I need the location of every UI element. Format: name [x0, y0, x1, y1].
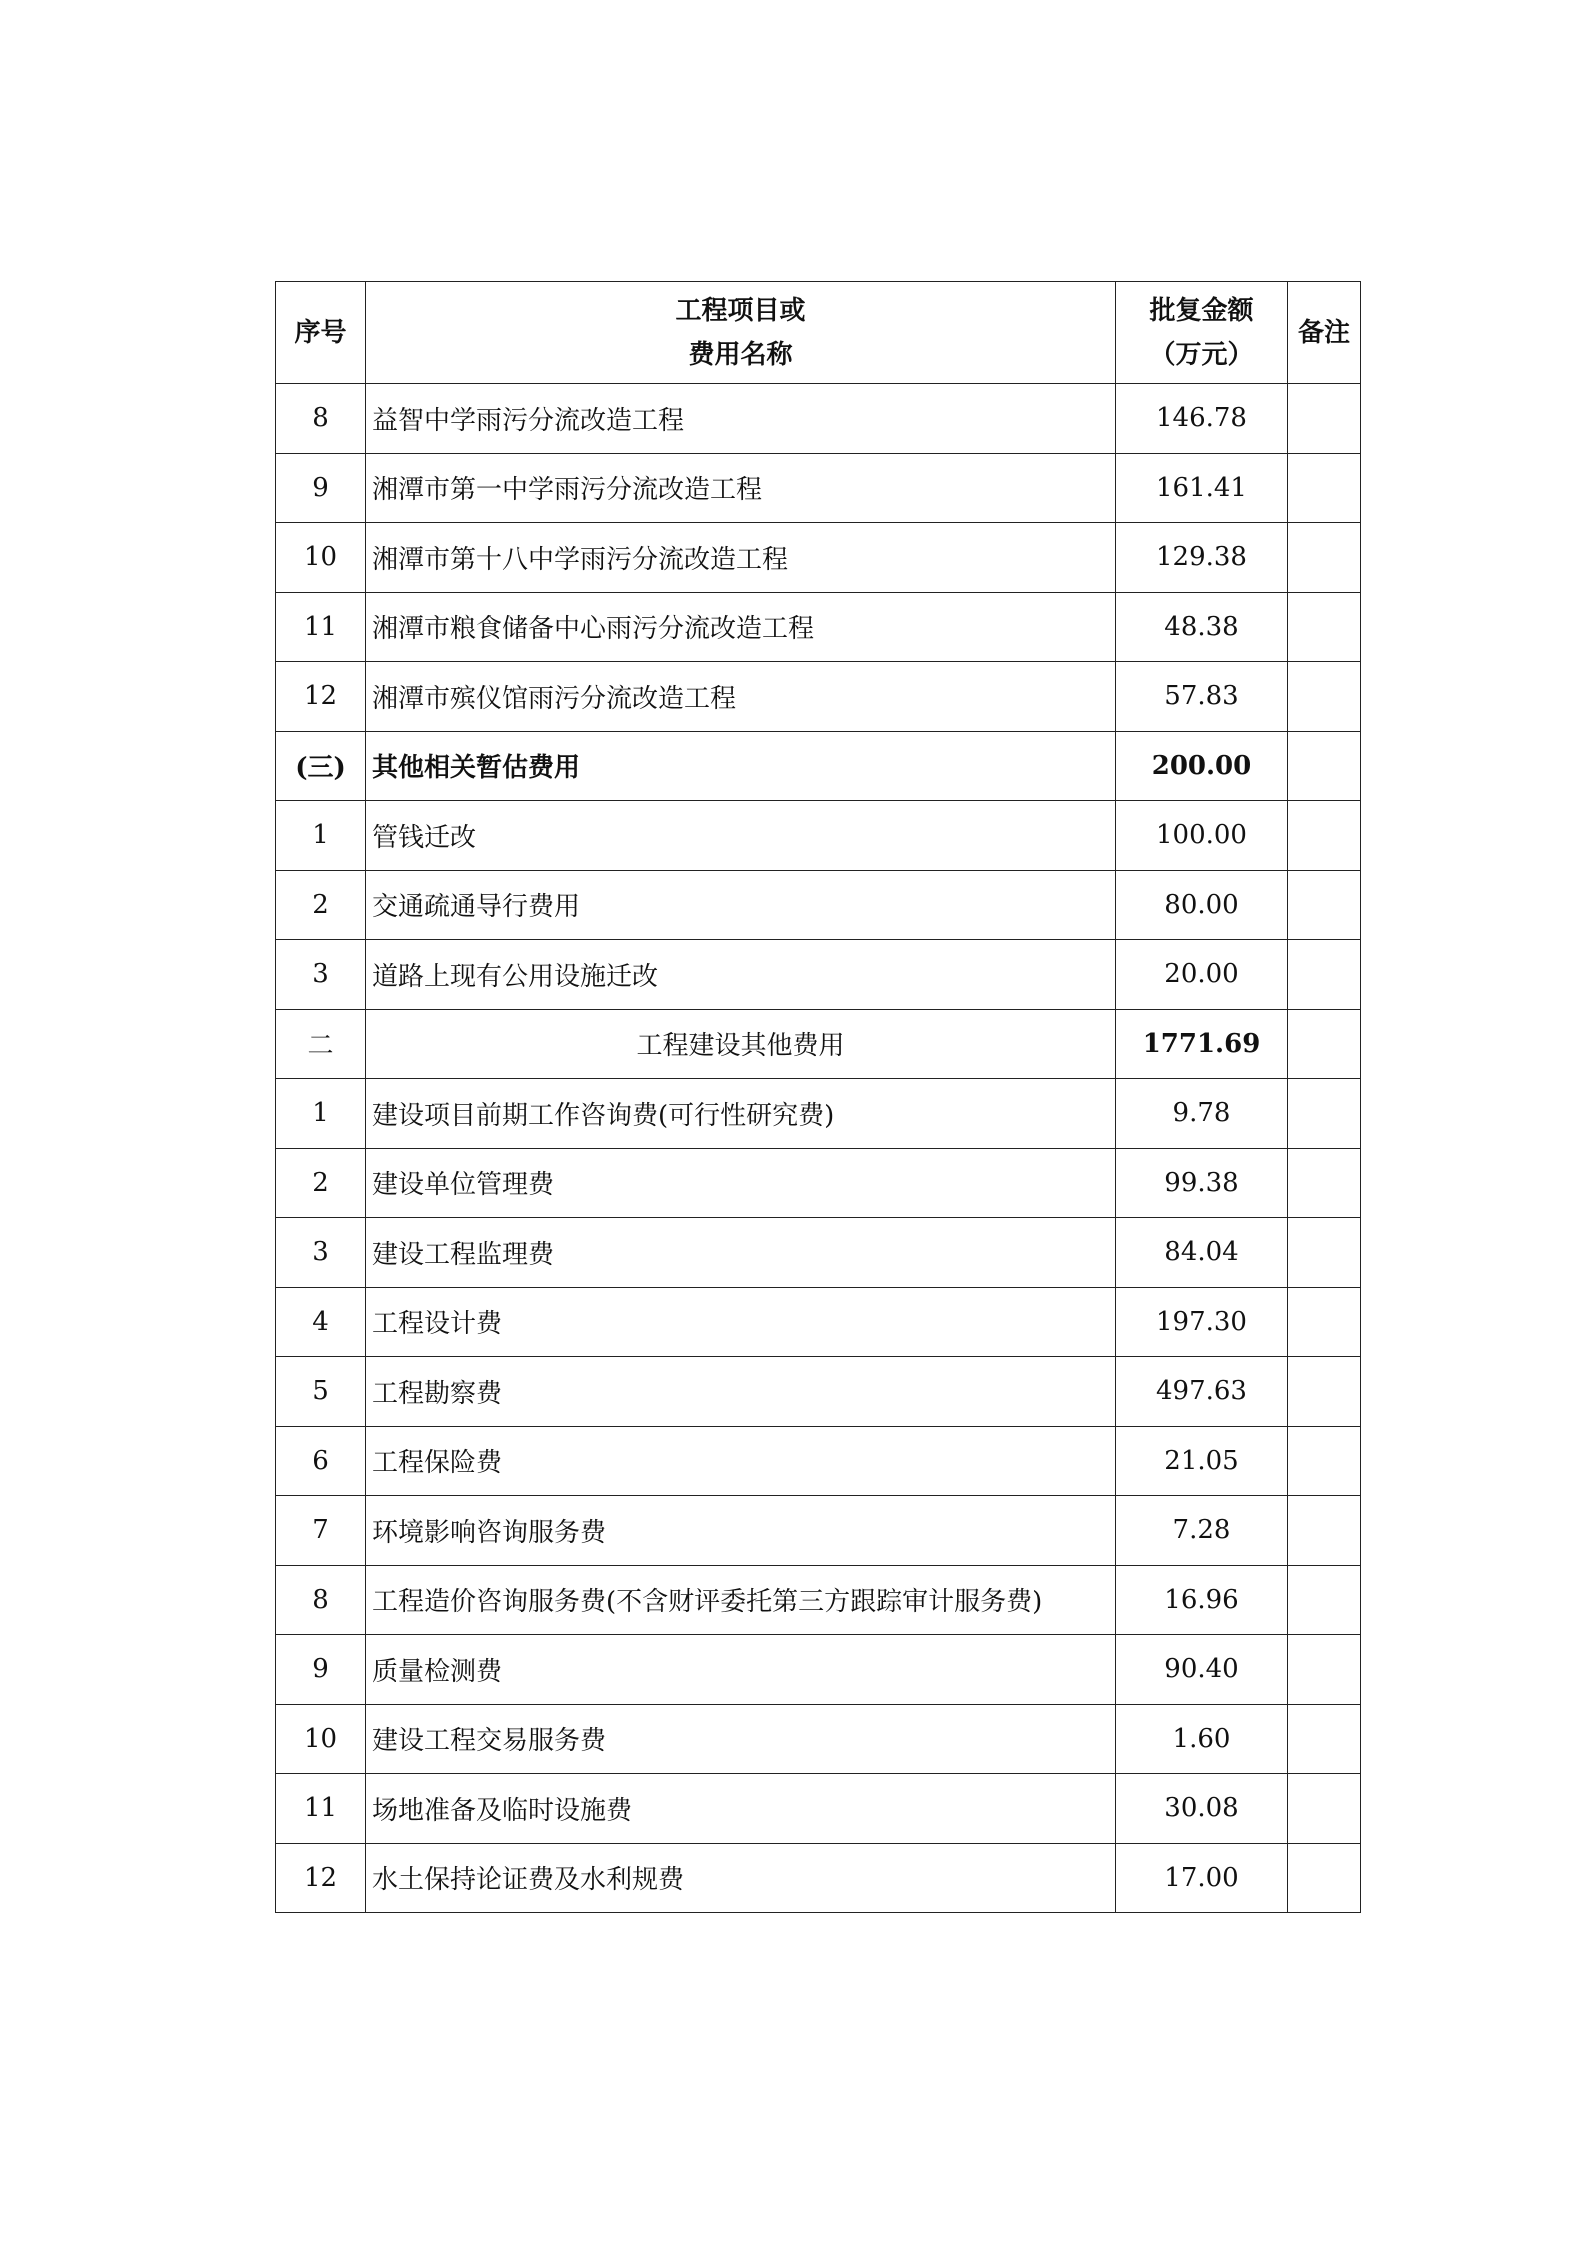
- row-amount: 84.04: [1116, 1218, 1288, 1288]
- table-row: [276, 1565, 1361, 1635]
- row-amount: 1.60: [1116, 1704, 1288, 1774]
- row-note: [1288, 1843, 1361, 1913]
- row-index: 2: [276, 1148, 366, 1218]
- row-index: 2: [276, 870, 366, 940]
- row-amount: 9.78: [1116, 1079, 1288, 1149]
- row-index: 8: [276, 384, 366, 454]
- row-name: 益智中学雨污分流改造工程: [366, 384, 1116, 454]
- table-row: [276, 1357, 1361, 1427]
- row-index: 3: [276, 1218, 366, 1288]
- row-name: 湘潭市粮食储备中心雨污分流改造工程: [366, 592, 1116, 662]
- table-row: [276, 1287, 1361, 1357]
- row-name: 质量检测费: [366, 1635, 1116, 1705]
- row-amount: 20.00: [1116, 940, 1288, 1010]
- table-row: [276, 1426, 1361, 1496]
- table-row: [276, 1704, 1361, 1774]
- table-row: [276, 384, 1361, 454]
- row-note: [1288, 1704, 1361, 1774]
- subtotal-row: [276, 731, 1361, 801]
- row-name: 建设工程监理费: [366, 1218, 1116, 1288]
- row-index: 9: [276, 453, 366, 523]
- row-note: [1288, 731, 1361, 801]
- row-index: 5: [276, 1357, 366, 1427]
- header-index: 序号: [276, 282, 366, 384]
- row-amount: 497.63: [1116, 1357, 1288, 1427]
- row-name: 工程设计费: [366, 1287, 1116, 1357]
- row-name: 管钱迁改: [366, 801, 1116, 871]
- row-amount: 100.00: [1116, 801, 1288, 871]
- row-name: 湘潭市第一中学雨污分流改造工程: [366, 453, 1116, 523]
- row-index: 1: [276, 801, 366, 871]
- table-row: [276, 1774, 1361, 1844]
- table-row: [276, 801, 1361, 871]
- row-name: 交通疏通导行费用: [366, 870, 1116, 940]
- table-row: [276, 1218, 1361, 1288]
- row-note: [1288, 662, 1361, 732]
- row-index: 9: [276, 1635, 366, 1705]
- row-note: [1288, 453, 1361, 523]
- row-note: [1288, 1148, 1361, 1218]
- row-note: [1288, 1287, 1361, 1357]
- row-index: 12: [276, 1843, 366, 1913]
- row-amount: 7.28: [1116, 1496, 1288, 1566]
- row-note: [1288, 1079, 1361, 1149]
- row-name: 建设项目前期工作咨询费(可行性研究费): [366, 1079, 1116, 1149]
- header-name-line1: 工程项目或: [675, 295, 806, 326]
- row-index: 10: [276, 1704, 366, 1774]
- header-amount: [1116, 282, 1288, 384]
- row-amount: 80.00: [1116, 870, 1288, 940]
- row-note: [1288, 1357, 1361, 1427]
- row-amount: 17.00: [1116, 1843, 1288, 1913]
- table-row: [276, 1635, 1361, 1705]
- row-note: [1288, 1565, 1361, 1635]
- row-note: [1288, 1496, 1361, 1566]
- table-row: [276, 1148, 1361, 1218]
- row-index: 11: [276, 1774, 366, 1844]
- table-row: [276, 592, 1361, 662]
- table-header-row: [276, 282, 1361, 384]
- row-name: 工程造价咨询服务费(不含财评委托第三方跟踪审计服务费): [366, 1565, 1116, 1635]
- row-amount: 90.40: [1116, 1635, 1288, 1705]
- table-row: [276, 662, 1361, 732]
- row-index: 3: [276, 940, 366, 1010]
- row-amount: 99.38: [1116, 1148, 1288, 1218]
- row-index: 11: [276, 592, 366, 662]
- row-note: [1288, 870, 1361, 940]
- table-row: [276, 1496, 1361, 1566]
- row-name: 工程建设其他费用: [366, 1009, 1116, 1079]
- row-index: 10: [276, 523, 366, 593]
- row-name: 水土保持论证费及水利规费: [366, 1843, 1116, 1913]
- row-name: 建设工程交易服务费: [366, 1704, 1116, 1774]
- row-note: [1288, 384, 1361, 454]
- row-name: 工程勘察费: [366, 1357, 1116, 1427]
- row-note: [1288, 1218, 1361, 1288]
- row-note: [1288, 1426, 1361, 1496]
- row-amount: 200.00: [1116, 731, 1288, 801]
- row-note: [1288, 1009, 1361, 1079]
- header-amount-line1: 批复金额: [1149, 295, 1254, 326]
- table-row: [276, 453, 1361, 523]
- row-amount: 57.83: [1116, 662, 1288, 732]
- row-amount: 30.08: [1116, 1774, 1288, 1844]
- row-name: 环境影响咨询服务费: [366, 1496, 1116, 1566]
- row-note: [1288, 801, 1361, 871]
- row-name: 场地准备及临时设施费: [366, 1774, 1116, 1844]
- row-index: 二: [276, 1009, 366, 1079]
- row-note: [1288, 592, 1361, 662]
- header-amount-line2: （万元）: [1149, 339, 1254, 370]
- header-note: 备注: [1288, 282, 1361, 384]
- row-index: (三): [276, 731, 366, 801]
- row-name: 湘潭市第十八中学雨污分流改造工程: [366, 523, 1116, 593]
- row-note: [1288, 1635, 1361, 1705]
- row-name: 湘潭市殡仪馆雨污分流改造工程: [366, 662, 1116, 732]
- row-amount: 161.41: [1116, 453, 1288, 523]
- row-index: 7: [276, 1496, 366, 1566]
- row-index: 4: [276, 1287, 366, 1357]
- row-index: 6: [276, 1426, 366, 1496]
- row-note: [1288, 940, 1361, 1010]
- row-amount: 21.05: [1116, 1426, 1288, 1496]
- row-amount: 129.38: [1116, 523, 1288, 593]
- row-name: 其他相关暂估费用: [366, 731, 1116, 801]
- row-index: 12: [276, 662, 366, 732]
- table-row: [276, 940, 1361, 1010]
- row-amount: 197.30: [1116, 1287, 1288, 1357]
- budget-table: [275, 281, 1361, 1913]
- row-amount: 146.78: [1116, 384, 1288, 454]
- table-row: [276, 1843, 1361, 1913]
- header-name-line2: 费用名称: [688, 339, 793, 370]
- row-amount: 16.96: [1116, 1565, 1288, 1635]
- row-name: 建设单位管理费: [366, 1148, 1116, 1218]
- table-row: [276, 870, 1361, 940]
- row-index: 1: [276, 1079, 366, 1149]
- row-note: [1288, 523, 1361, 593]
- header-name: [366, 282, 1116, 384]
- section-row: [276, 1009, 1361, 1079]
- row-amount: 48.38: [1116, 592, 1288, 662]
- row-name: 道路上现有公用设施迁改: [366, 940, 1116, 1010]
- row-amount: 1771.69: [1116, 1009, 1288, 1079]
- table-row: [276, 1079, 1361, 1149]
- row-note: [1288, 1774, 1361, 1844]
- table-row: [276, 523, 1361, 593]
- row-name: 工程保险费: [366, 1426, 1116, 1496]
- row-index: 8: [276, 1565, 366, 1635]
